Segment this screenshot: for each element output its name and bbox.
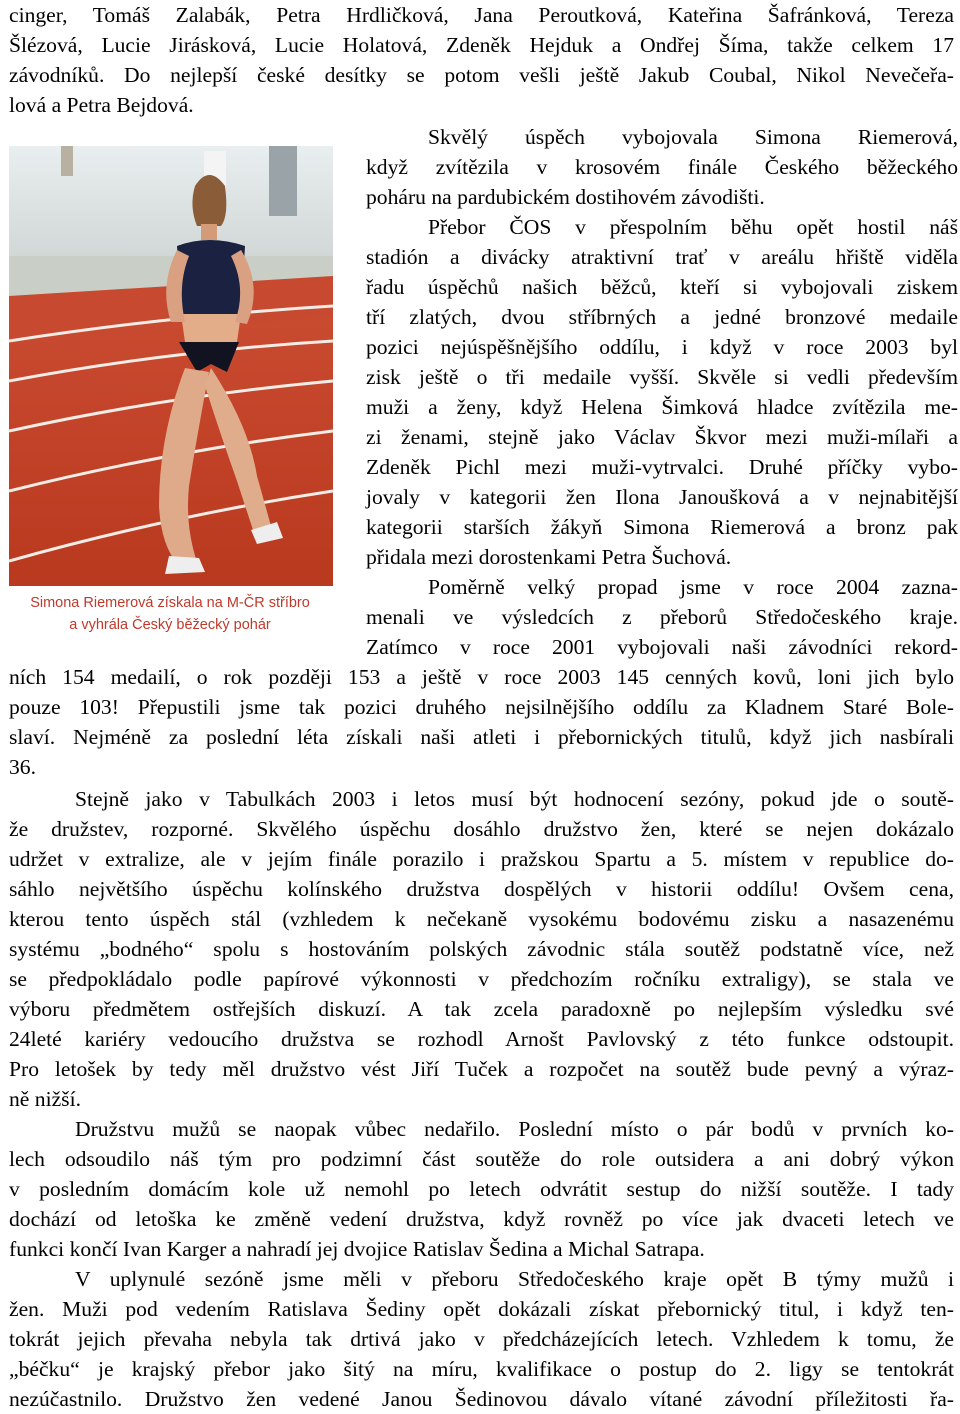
text-line: lová a Petra Bejdová. xyxy=(9,93,194,117)
text-line: ních 154 medailí, o rok později 153 a ještě v roce 2003 145 cenných kovů, loni jich bylo xyxy=(9,665,954,689)
text-line: v posledním domácím kole už nemohl po letech odvrátit sestup do nižší soutěže. I tady xyxy=(9,1177,954,1201)
photo-caption xyxy=(0,592,340,636)
text-line: kategorii starších žákyň Simona Riemerová a bronz pak xyxy=(366,515,958,539)
text-line: Zatímco v roce 2001 vybojovali naši závodníci rekord- xyxy=(366,635,958,659)
text-line: poháru na pardubickém dostihovém závodišti. xyxy=(366,185,765,209)
text-line: když zvítězila v krosovém finále Českého běžeckého xyxy=(366,155,958,179)
text-line: systému „bodného“ spolu s hostováním polských závodnic stála soutěž podstatně více, než xyxy=(9,937,954,961)
text-line: Přebor ČOS v přespolním běhu opět hostil náš xyxy=(428,215,958,239)
text-line: řadu úspěchů našich běžců, kteří si vybojovali ziskem xyxy=(366,275,958,299)
text-line: Zdeněk Pichl mezi muži-vytrvalci. Druhé příčky vybo- xyxy=(366,455,958,479)
runner-photo-illustration xyxy=(9,146,333,586)
text-line: Stejně jako v Tabulkách 2003 i letos musí být hodnocení sezóny, pokud jde o soutě- xyxy=(75,787,954,811)
text-line: cinger, Tomáš Zalabák, Petra Hrdličková, Jana Peroutková, Kateřina Šafránková, Tereza xyxy=(9,3,954,27)
text-line: V uplynulé sezóně jsme měli v přeboru Středočeského kraje opět B týmy mužů i xyxy=(75,1267,954,1291)
text-line: přidala mezi dorostenkami Petra Šuchová. xyxy=(366,545,732,569)
text-line: muži a ženy, když Helena Šimková hladce zvítězila me- xyxy=(366,395,958,419)
text-line: funkci končí Ivan Karger a nahradí jej dvojice Ratislav Šedina a Michal Satrapa. xyxy=(9,1237,705,1261)
text-line: „béčku“ je krajský přebor jako šitý na míru, kvalifikace o postup do 2. ligy se tentokrát xyxy=(9,1357,954,1381)
text-line: pozici nejúspěšnějšího oddílu, i když v roce 2003 byl xyxy=(366,335,958,359)
text-line: závodníků. Do nejlepší české desítky se potom vešli ještě Jakub Coubal, Nikol Nevečeřa- xyxy=(9,63,954,87)
text-line: nezúčastnilo. Družstvo žen vedené Janou Šedinovou dávalo vítané závodní příležitosti řa- xyxy=(9,1387,954,1411)
text-line: zisk ještě o tři medaile vyšší. Skvěle si vedli především xyxy=(366,365,958,389)
text-line: žen. Muži pod vedením Ratislava Šediny opět dokázali získat přebornický titul, i když ten- xyxy=(9,1297,954,1321)
text-line: kterou tento úspěch stál (vzhledem k nečekaně vysokému bodovému zisku a nasazenému xyxy=(9,907,954,931)
text-line: lech odsoudilo náš tým pro podzimní část soutěže do role outsidera a ani dobrý výkon xyxy=(9,1147,954,1171)
text-line: ně nižší. xyxy=(9,1087,81,1111)
text-line: tokrát jejich převaha nebyla tak drtivá jako v předcházejících letech. Vzhledem k tomu, že xyxy=(9,1327,954,1351)
text-line: zi ženami, stejně jako Václav Škvor mezi muži-mílaři a xyxy=(366,425,958,449)
text-line: Pro letošek by tedy měl družstvo vést Jiří Tuček a rozpočet na soutěž bude pevný a výraz- xyxy=(9,1057,954,1081)
runner-photo xyxy=(9,146,333,586)
text-line: slaví. Nejméně za poslední léta získali naši atleti i přebornických titulů, když jich nasbírali xyxy=(9,725,954,749)
text-line: stadión a divácky atraktivní trať v areálu hřiště viděla xyxy=(366,245,958,269)
text-line: se předpokládalo podle papírové výkonnosti v předchozím ročníku extraligy), se stala ve xyxy=(9,967,954,991)
text-line: menali ve výsledcích z přeborů Středočeského kraje. xyxy=(366,605,958,629)
text-line: 24leté kariéry vedoucího družstva se rozhodl Arnošt Pavlovský z této funkce odstoupit. xyxy=(9,1027,954,1051)
text-line: Družstvu mužů se naopak vůbec nedařilo. Poslední místo o pár bodů v prvních ko- xyxy=(75,1117,954,1141)
text-line: udržet v extralize, ale v jejím finále porazilo i pražskou Spartu a 5. místem v republice do- xyxy=(9,847,954,871)
text-line: 36. xyxy=(9,755,36,779)
text-line: dochází od letoška ke změně vedení družstva, když rovněž po více jak dvaceti letech ve xyxy=(9,1207,954,1231)
caption-line: Simona Riemerová získala na M-ČR stříbro xyxy=(30,595,310,611)
text-line: Skvělý úspěch vybojovala Simona Riemerová, xyxy=(428,125,958,149)
text-line: Poměrně velký propad jsme v roce 2004 zazna- xyxy=(428,575,958,599)
text-line: Šlézová, Lucie Jirásková, Lucie Holatová, Zdeněk Hejduk a Ondřej Šíma, takže celkem 17 xyxy=(9,33,954,57)
text-line: pouze 103! Přepustili jsme tak pozici druhého nejsilnějšího oddílu za Kladnem Staré Bole- xyxy=(9,695,954,719)
text-line: jovaly v kategorii žen Ilona Janoušková a v nejnabitější xyxy=(366,485,958,509)
text-line: tří zlatých, dvou stříbrných a jedné bronzové medaile xyxy=(366,305,958,329)
text-line: že družstev, rozporné. Skvělého úspěchu dosáhlo družstvo žen, které se nejen dokázalo xyxy=(9,817,954,841)
text-line: výboru předmětem ostřejších diskuzí. A tak zcela paradoxně po nejlepším výsledku své xyxy=(9,997,954,1021)
text-line: sáhlo největšího úspěchu kolínského družstva dospělých v historii oddílu! Ovšem cena, xyxy=(9,877,954,901)
caption-line: a vyhrála Český běžecký pohár xyxy=(69,617,271,633)
